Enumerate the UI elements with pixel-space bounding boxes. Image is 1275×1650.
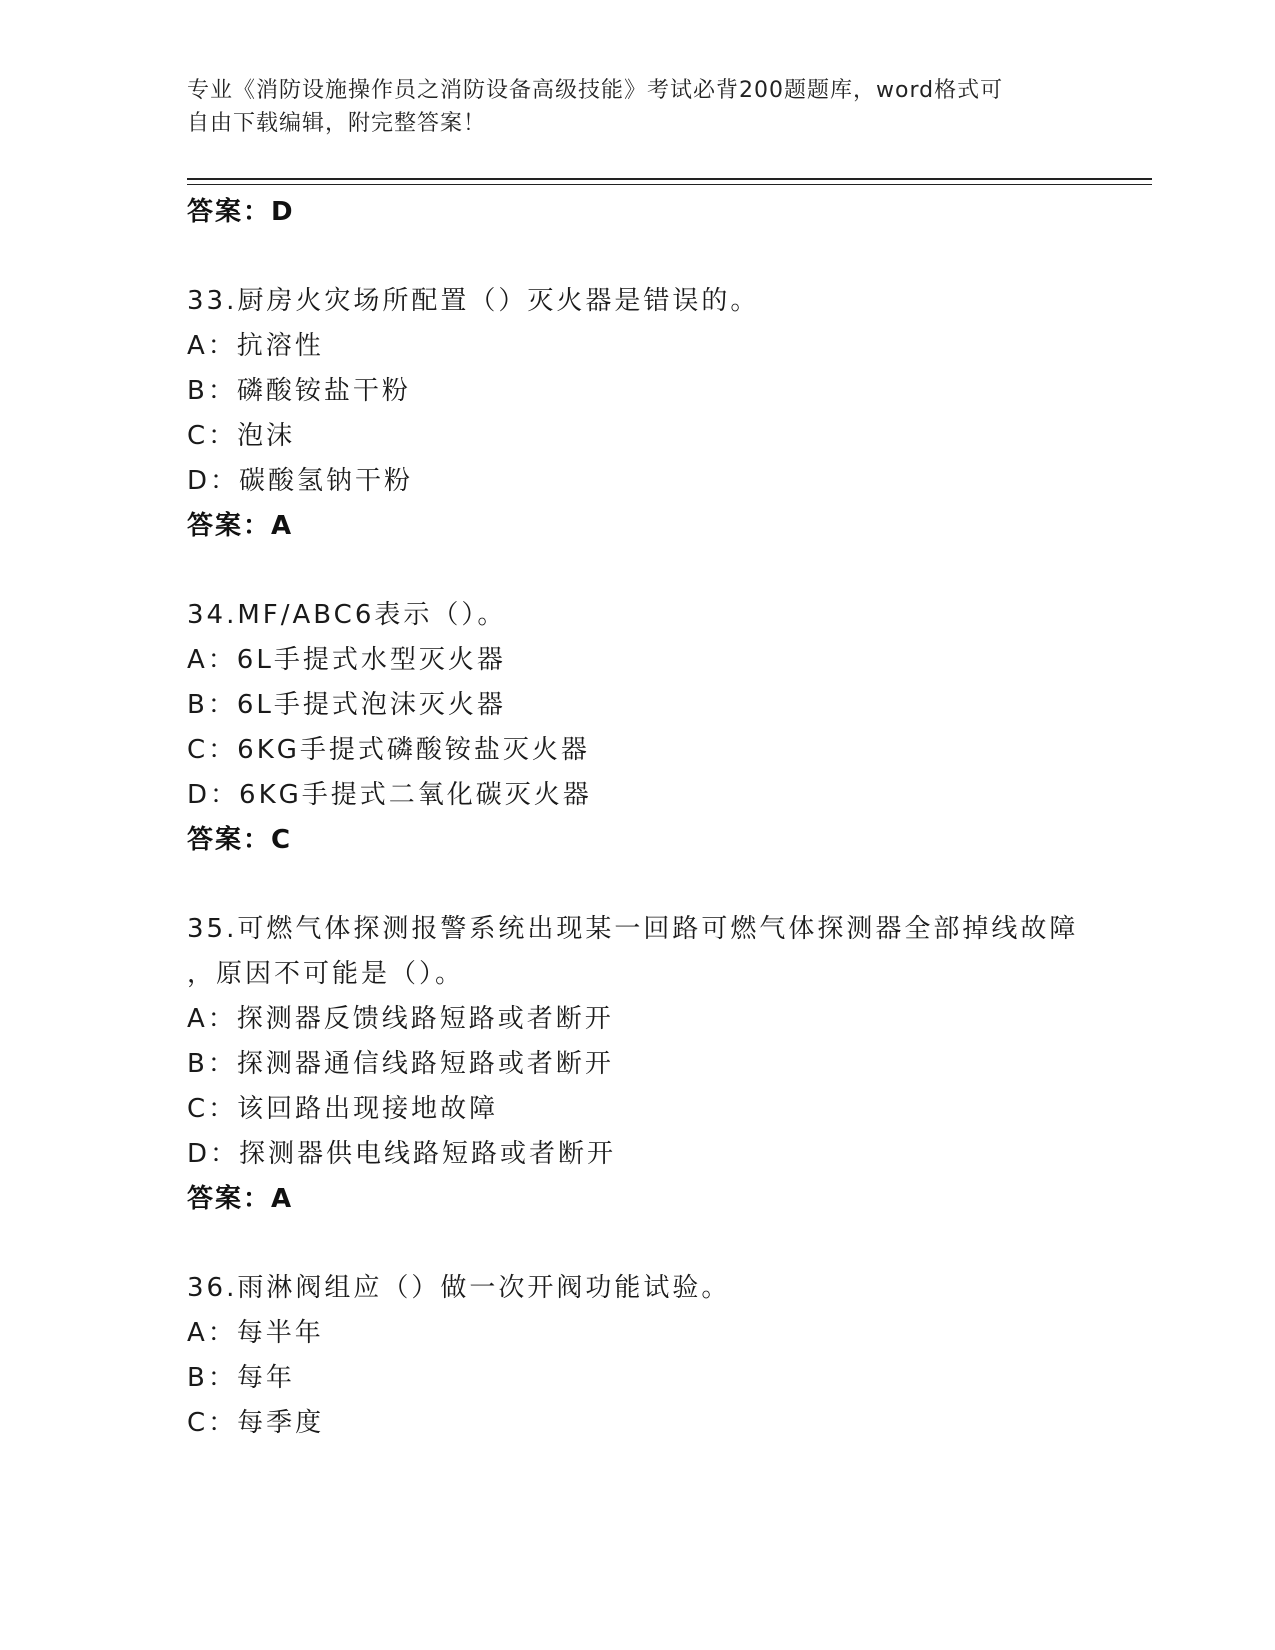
header-rule-thin xyxy=(187,184,1152,185)
option-c: C：每季度 xyxy=(187,1408,325,1438)
question-stem-continuation: ，原因不可能是（）。 xyxy=(187,959,465,989)
option-d: D：探测器供电线路短路或者断开 xyxy=(187,1139,617,1169)
spacer xyxy=(187,863,1087,907)
option-c: C：6KG手提式磷酸铵盐灭火器 xyxy=(187,735,590,765)
answer-line: 答案：A xyxy=(187,511,294,541)
question-stem: 35.可燃气体探测报警系统出现某一回路可燃气体探测器全部掉线故障 xyxy=(187,914,1079,944)
header-line-1: 专业《消防设施操作员之消防设备高级技能》考试必背200题题库，word格式可 xyxy=(187,78,1004,103)
question-block xyxy=(187,907,1087,1222)
option-b: B：每年 xyxy=(187,1363,295,1393)
option-b: B：探测器通信线路短路或者断开 xyxy=(187,1049,614,1079)
option-b: B：磷酸铵盐干粉 xyxy=(187,376,411,406)
option-a: A：抗溶性 xyxy=(187,331,324,361)
question-block xyxy=(187,279,1087,549)
spacer xyxy=(187,235,1087,279)
question-block xyxy=(187,593,1087,863)
question-stem: 34.MF/ABC6表示（）。 xyxy=(187,600,507,630)
header-rule-thick xyxy=(187,178,1152,180)
option-c: C：该回路出现接地故障 xyxy=(187,1094,499,1124)
document-body xyxy=(187,190,1087,1446)
spacer xyxy=(187,1222,1087,1266)
question-stem: 33.厨房火灾场所配置（）灭火器是错误的。 xyxy=(187,286,760,316)
answer-line: 答案：C xyxy=(187,825,293,855)
option-a: A：6L手提式水型灭火器 xyxy=(187,645,506,675)
answer-line: 答案：A xyxy=(187,1184,294,1214)
spacer xyxy=(187,549,1087,593)
option-c: C：泡沫 xyxy=(187,421,296,451)
option-d: D：碳酸氢钠干粉 xyxy=(187,466,414,496)
option-b: B：6L手提式泡沫灭火器 xyxy=(187,690,506,720)
option-a: A：探测器反馈线路短路或者断开 xyxy=(187,1004,614,1034)
document-header xyxy=(187,74,1067,140)
option-d: D：6KG手提式二氧化碳灭火器 xyxy=(187,780,592,810)
answer-line: 答案：D xyxy=(187,197,295,227)
header-line-2: 自由下载编辑，附完整答案！ xyxy=(187,111,487,136)
question-block xyxy=(187,1266,1087,1446)
question-stem: 36.雨淋阀组应（）做一次开阀功能试验。 xyxy=(187,1273,731,1303)
option-a: A：每半年 xyxy=(187,1318,324,1348)
